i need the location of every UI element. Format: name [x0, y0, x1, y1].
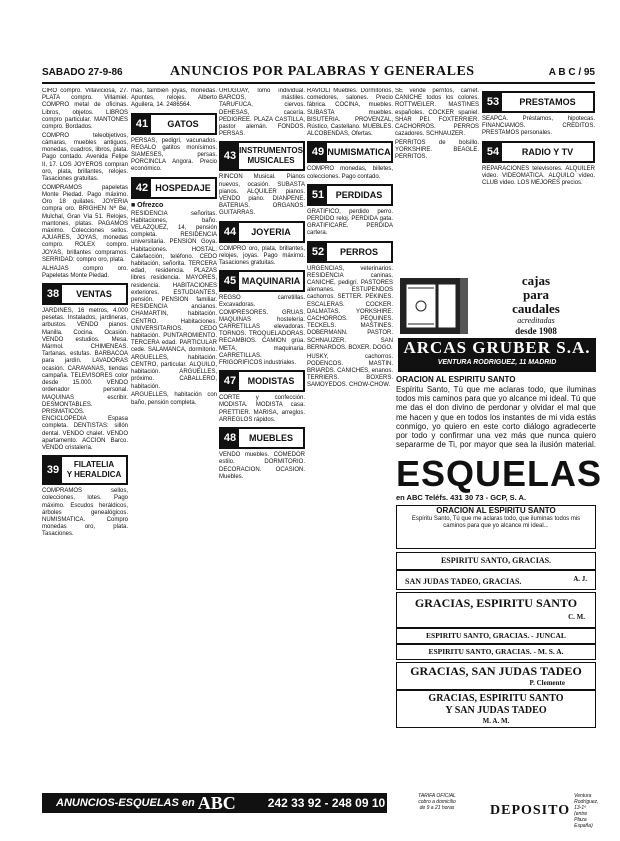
footer-label: ANUNCIOS-ESQUELAS en: [56, 797, 195, 809]
prayer-title: ORACION AL ESPIRITU SANTO: [396, 375, 516, 384]
classified-text: VENDO muebles. COMEDOR estilo. DORMITORIO. DECORACION. OCASION. Muebles.: [219, 452, 305, 480]
notice-text: GRACIAS, SAN JUDAS TADEO: [410, 664, 582, 678]
notice-signature: M. A. M.: [482, 717, 510, 725]
section-heading-instrumentos: [219, 141, 305, 171]
rate-line: cobro a domicilio: [418, 799, 456, 805]
classified-text: PERSAS, pedigrí, vacunados. REGALO gatitos monísimos. SIAMESES, persas. PORCINCLA Angora. Precio económico.: [131, 137, 217, 173]
esquelas-banner: [396, 453, 603, 503]
section-heading-ventas: [42, 283, 128, 305]
footer-rate-note: [392, 793, 482, 811]
notice-box: [396, 592, 596, 628]
classified-column-6: [482, 88, 595, 268]
tagline-line: cajas: [521, 273, 551, 288]
tagline-line: acreditadas: [517, 316, 555, 325]
prayer-body: Espíritu Santo, Tú que me aclaras todo, que iluminas todos mis caminos para que yo alcance mi ideal. Tú que me das el don divino de perdonar y olvidar el mal que me hacen y que en todos los instantes de mi vida estás conmigo, yo quiero en este corto diálogo agradecerte por todo y confirmar una vez más que nunca quiero separarme de Ti, por mayor que sea la ilusión material.: [396, 385, 596, 449]
section-number: 42: [133, 179, 151, 197]
notice-text: ESPIRITU SANTO, GRACIAS. - M. S. A.: [428, 647, 564, 656]
section-heading-maquinaria: [219, 270, 305, 292]
section-number: 44: [221, 223, 239, 241]
notice-text: Y SAN JUDAS TADEO: [445, 705, 547, 716]
classified-text: PERRITOS de bolsillo. YORKSHIRE. BEAGLE. PERRITOS.: [395, 140, 479, 161]
section-heading-prestamos: [482, 91, 595, 113]
section-label: NUMISMATICA: [327, 147, 391, 158]
deposit-line: (entre Plaza España): [574, 811, 593, 829]
notice-box: [396, 662, 596, 690]
tagline-line: desde 1908: [515, 326, 557, 336]
page-number: A B C / 95: [548, 67, 595, 78]
classified-text: COMPRAMOS sellos, colecciones, lotes. Pago máximo. Escudos heráldicos, árboles genealógicos. NUMISMATICA. Compro monedas oro, plata. Tasaciones.: [42, 488, 128, 538]
issue-date: SABADO 27-9-86: [42, 67, 123, 78]
classified-column-1: [42, 88, 128, 788]
safe-illustration: [398, 274, 470, 336]
rate-line: de 9 a 21 horas: [419, 805, 455, 811]
classified-text: RESIDENCIA señoritas. Habitaciones, baño. VELAZQUEZ, 14, pensión completa. RESIDENCIA universitaria. PENSION Goya. Habitaciones. HOSTAL. Calefacción, teléfono. CEDO habitación, señorita. TERCERA edad, residencia. PLAZAS libres residencia. MAYORES, residencia. HABITACIONES exteriores. ESTUDIANTES, pensión. PENSION familiar. RESIDENCIA ancianos. CHAMARTIN, habitación. CENTRO. Habitaciones. UNIVERSITARIOS. CEDO habitación. PUNTAROMIENTO. TERCERA edad. PARTICULAR cede. SALAMANCA, dormitorio. ARGUELLES, habitación. CENTRO, particular. ALQUILO, habitación. ARGUELLES, próximo. CABALLERO, habitación.: [131, 210, 217, 390]
notice-signature: A. J.: [573, 575, 587, 583]
section-number: 53: [484, 93, 502, 111]
classified-text: REPARACIONES televisores. ALQUILER video. VIDEOMATICA. ALQUILO vídeo. CLUB video. LOS MEJORES precios.: [482, 165, 595, 187]
rate-line: TARIFA OFICIAL: [418, 793, 456, 799]
section-number: 47: [221, 372, 239, 390]
section-label: MODISTAS: [247, 376, 295, 387]
section-number: 52: [309, 243, 327, 261]
notice-text: ESPIRITU SANTO, GRACIAS. - JUNCAL: [426, 631, 566, 640]
notice-signature: C. M.: [568, 613, 585, 621]
section-number: 51: [309, 186, 327, 204]
section-label: RADIO Y TV: [521, 146, 574, 157]
section-label-line: INSTRUMENTOS: [239, 146, 303, 156]
classified-column-3: [219, 88, 305, 788]
subsection-heading: ■ Ofrezco: [131, 201, 164, 209]
notice-box: [396, 505, 596, 549]
classified-text: CORTE y confección. MODISTA. MODISTA casa. PRETTIER. MARISA, arreglos. ARREGLOS rápidos.: [219, 395, 305, 423]
section-label-line: FILATELIA: [73, 460, 115, 470]
footer-phones: 242 33 92 - 248 09 10: [267, 796, 386, 810]
classified-text: más, también joyas, monedas. Apuntes, relojes. Alberto Aguilera, 14. 2486564.: [131, 88, 217, 109]
section-label: VENTAS: [76, 289, 112, 300]
section-heading-radio-tv: [482, 141, 595, 163]
section-number: 38: [44, 285, 62, 303]
classified-text: ALHAJAS compro oro. Papeletas Monte Piedad.: [42, 265, 128, 279]
notice-box: [396, 570, 596, 590]
notice-box: [396, 644, 596, 660]
notice-text: GRACIAS, ESPIRITU SANTO: [428, 693, 564, 704]
safe-ad-brand-banner: [398, 338, 596, 372]
esquelas-title: ESQUELAS: [396, 453, 603, 494]
classified-text: RAVIOLI Muebles. Dormitorios, comedores, salones. Precio fábrica. COCINA, muebles. SUBASTA muebles. BISUTERIA. PROVENZAL, Rústico, Castellano. MUEBLES. ALCOBENDAS, Ofertas.: [307, 88, 393, 138]
notice-signature: P. Clemente: [529, 679, 565, 687]
classified-column-2: [131, 88, 217, 788]
classified-text: CIRO compro. Villaviciosa, 27. PLATA compro. Villamiel. COMPRO metal de oficinas. Libros, objetos. LIBROS compro particular. MANTONES compro. Bordados.: [42, 88, 128, 131]
section-label: GATOS: [167, 118, 199, 129]
deposit-line: Ventura Rodríguez, 13-1º: [574, 793, 599, 811]
section-label: MAQUINARIA: [241, 276, 301, 287]
notice-body: Espíritu Santo, Tú que me aclaras todo, que iluminas todos mis caminos para que yo alcance mi ideal...: [411, 516, 581, 529]
notice-title: ORACION AL ESPIRITU SANTO: [436, 506, 556, 515]
section-number: 54: [484, 143, 502, 161]
classified-text: SEAPCA. Préstamos, hipotecas. FINANCIAMOS. CREDITOS. PRESTAMOS personales.: [482, 116, 595, 137]
section-number: 41: [133, 115, 151, 133]
classified-text: COMPRO teleobjetivos, cámaras, muebles antiguos, monedas, cuadros, libros, plata. Pago contado. Avenida Felipe II, 17. LOS JOYEROS compran oro, plata, brillantes, relojes. Tasaciones gratuitas.: [42, 132, 128, 183]
notice-text: ESPIRITU SANTO, GRACIAS.: [440, 556, 552, 565]
classified-text: URGENCIAS, veterinarios. RESIDENCIA caninas. CANICHE, pedigrí. PASTORES alemanes. ESTUPENDOS cachorros. SETTER. PEKINES. ESCALERAS. COCKER. DALMATAS. YORKSHIRE. CACHORROS. PEQUINES. TECKELS. MASTINES. DOBERMANN. PASTOR. SCHNAUZER. SAN BERNARDOS. BOXER. DOGO.: [307, 265, 393, 351]
classified-text: SE vende perritos, carnet. CANICHE todos los colores. ROTTWEILER. MASTINES españoles. COCKER spaniel. SHAR PEI. FOXTERRIER. CACHORROS. PERROS cazadores. SCHNAUZER.: [395, 88, 479, 138]
brand-name: ARCAS GRUBER S.A.: [403, 338, 591, 357]
section-number: 39: [44, 457, 62, 483]
section-label: JOYERIA: [251, 226, 291, 237]
section-heading-joyeria: [219, 221, 305, 243]
section-label: PERROS: [339, 246, 378, 257]
deposit-label: DEPOSITO: [490, 803, 571, 818]
section-number: 49: [309, 143, 327, 161]
section-number: 45: [221, 272, 239, 290]
notice-box: [396, 690, 596, 728]
section-label: MUEBLES: [248, 433, 293, 444]
footer-banner: [42, 793, 387, 813]
deposit-address: [574, 793, 598, 829]
section-heading-perdidas: [307, 184, 393, 206]
classified-column-5: [395, 88, 479, 268]
section-title: ANUNCIOS POR PALABRAS Y GENERALES: [170, 64, 475, 79]
prayer-notice: [396, 375, 596, 449]
classified-text: COMPRAMOS papeletas Monte Piedad. Pago máximo. Oro 18 quilates. JOYERIA compra oro. BRIGHEN Nª Be, Mulchal, Gran Vía 51. Relojes, mantones, platas. PAGAMOS máximo. Colecciones sellos. AJUARES, JOYAS, monedas compro. ROLEX compro. JOYAS, brillantes compramos. SERRIDAD: compro oro, plata.: [42, 184, 128, 263]
footer-deposit: [490, 793, 599, 829]
section-heading-perros: [307, 241, 393, 263]
section-label: [62, 460, 126, 480]
notice-box: [396, 628, 596, 644]
classified-text: GRATIFICO, perdido perro. PERDIDO reloj. PERDIDA gata. GRATIFICARE. PERDIDA cartera.: [307, 208, 393, 237]
classified-text: URUGUAY, lomo individual. BARCOS, mástiles. TARUFUCA, ciervos. DEHESAS, cacería. PEDIGREE. PLAZA CASTILLA, pastor alemán. FONDOS. PERSAS.: [219, 88, 305, 138]
abc-logo: ABC: [197, 792, 236, 813]
section-heading-muebles: [219, 427, 305, 449]
notice-box: [396, 552, 596, 570]
classified-text: COMPRO oro, plata, brillantes, relojes, joyas. Pago máximo. Tasaciones gratuitas.: [219, 245, 305, 267]
esquelas-contact: en ABC Teléfs. 431 30 73 - GCP, S. A.: [396, 493, 527, 502]
section-heading-modistas: [219, 370, 305, 392]
classified-text: ARGUELLES, habitación con baño, pensión completa.: [131, 392, 217, 406]
section-heading-numismatica: [307, 141, 393, 163]
section-number: 43: [221, 143, 239, 169]
classified-text: COMPRO monedas, billetes, colecciones. Pago contado.: [307, 166, 393, 180]
classified-text: RINCON Musical. Pianos nuevos, ocasión. SUBASTA pianos. ALQUILER pianos. VENDO piano. DIANPENE. BATERIAS. ORGANOS. GUITARRAS.: [219, 174, 305, 217]
classified-text: HUSKY, cachorros. PODENCOS. MASTIN. BRIARDS. CANICHES, enanos. TERRIERS. BOXERS. SAMOYEDOS. CHOW-CHOW.: [307, 353, 393, 389]
classified-column-4: [307, 88, 393, 788]
classified-text: JARDINES, 16 metros, 4.000 pesetas. Instalados, jardineras, arbustos. VENDO pianos. Manilla. Cocina. Ocasión. VENDO estudios. Mesa. Mármol. CHIMENEAS. Tartanas, estufas. BARBACOA para jardín. LAVADORAS ocasión. CARAVANAS, tiendas campaña. TELEVISORES color desde 15.000. VENDO ordenador personal. MAQUINAS escribir. DESMONTABLES. PRISMATICOS. ENCICLOPEDIA Espasa completa. DENTISTAS: sillón dental. VENDO chalet. VENDO apartamento. ACCION Barco. VENDO cristalería.: [42, 308, 128, 451]
section-heading-gatos: [131, 113, 217, 135]
section-heading-filatelia: [42, 455, 128, 485]
section-label: PRESTAMOS: [519, 97, 576, 107]
page-header: [42, 64, 595, 84]
page-footer: [42, 792, 599, 829]
tagline-line: caudales: [512, 301, 560, 316]
section-label: [239, 146, 303, 166]
tagline-line: para: [523, 287, 549, 302]
section-label: PERDIDAS: [335, 189, 383, 200]
section-number: 48: [221, 429, 239, 447]
safe-icon: [398, 274, 470, 336]
classified-text: REGSO carretillas. Excavadoras. COMPRESORES. GRUAS. MAQUINAS hostelería. CARRETILLAS elevadoras. TORNOS. TROQUELADORAS. RECAMBIOS. CAMION grúa. META, maquinaria. CARRETILLAS. FRIGORIFICOS industriales.: [219, 295, 305, 367]
section-label-line: Y HERALDICA: [66, 470, 122, 480]
brand-address: VENTURA RODRIGUEZ, 11 MADRID: [437, 359, 557, 366]
notice-text: SAN JUDAS TADEO, GRACIAS.: [405, 577, 522, 586]
safe-ad-tagline: [476, 274, 596, 336]
notice-text: GRACIAS, ESPIRITU SANTO: [414, 596, 578, 610]
section-label: HOSPEDAJE: [155, 182, 211, 193]
section-label-line: MUSICALES: [247, 156, 295, 166]
section-heading-hospedaje: [131, 177, 217, 199]
